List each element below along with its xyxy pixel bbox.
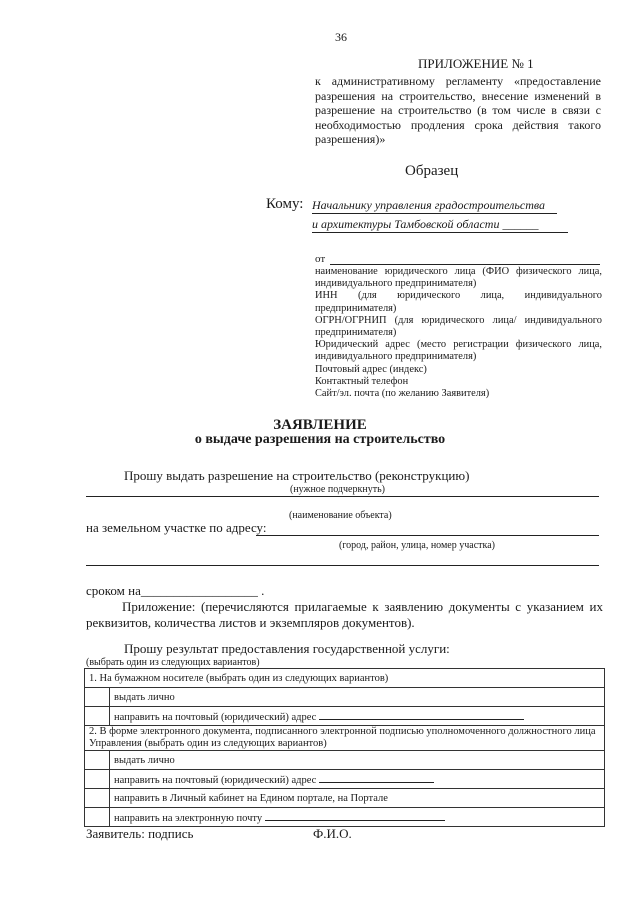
attachment-text: Приложение: (перечисляются прилагаемые к заявлению документы с указанием их реквизитов, количества листов и экземпляров документов). [86, 599, 603, 630]
field-postal-address: Почтовый адрес (индекс) [315, 363, 427, 375]
document-title: ЗАЯВЛЕНИЕ [273, 417, 367, 433]
table-row [85, 770, 605, 789]
fill-line [319, 773, 434, 783]
fio-label: Ф.И.О. [313, 826, 352, 841]
option-label: выдать лично [110, 688, 605, 707]
underline-hint: (нужное подчеркнуть) [290, 484, 385, 495]
page-number: 36 [335, 30, 347, 44]
address-line [256, 535, 599, 536]
table-row [85, 669, 605, 688]
request-text: Прошу выдать разрешение на строительство (реконструкцию) [124, 468, 470, 483]
option-label: выдать лично [110, 751, 605, 770]
object-name-line [86, 496, 599, 497]
sample-label: Образец [405, 163, 459, 179]
group2-title: 2. В форме электронного документа, подписанного электронной подписью уполномоченного должностного лица Управления (выбрать один из следующих вариантов) [85, 726, 605, 751]
option-label-with-fill [110, 707, 605, 726]
table-row [85, 751, 605, 770]
option-label: направить на почтовый (юридический) адрес [114, 711, 317, 723]
option-label: направить на электронную почту [114, 812, 263, 824]
option-checkbox-cell[interactable] [85, 707, 110, 726]
option-checkbox-cell[interactable] [85, 789, 110, 808]
option-label-with-fill [110, 770, 605, 789]
term-label: сроком на__________________ . [86, 583, 265, 598]
result-text: Прошу результат предоставления государственной услуги: [124, 641, 450, 656]
field-name: наименование юридического лица (ФИО физического лица, индивидуального предпринимателя) [315, 266, 602, 290]
applicant-field-list [315, 266, 602, 400]
field-phone: Контактный телефон [315, 375, 409, 387]
appendix-body: к административному регламенту «предоставление разрешения на строительство, внесение изменений в разрешение на строительство (в том числе в связи с необходимостью продления срока действия такого разрешения)» [315, 74, 601, 147]
from-underline [330, 264, 600, 265]
option-checkbox-cell[interactable] [85, 770, 110, 789]
address-extra-line [86, 565, 599, 566]
signature-label: Заявитель: подпись [86, 826, 194, 841]
option-label: направить на почтовый (юридический) адрес [114, 774, 317, 786]
address-hint: (город, район, улица, номер участка) [339, 540, 495, 551]
field-ogrn: ОГРН/ОГРНИП (для юридического лица/ индивидуального предпринимателя) [315, 314, 602, 339]
option-checkbox-cell[interactable] [85, 808, 110, 827]
option-checkbox-cell[interactable] [85, 688, 110, 707]
appendix-title: ПРИЛОЖЕНИЕ № 1 [418, 56, 534, 71]
table-row [85, 808, 605, 827]
field-inn: ИНН (для юридического лица, индивидуального предпринимателя) [315, 290, 602, 314]
from-label: от [315, 253, 326, 265]
document-subtitle: о выдаче разрешения на строительство [194, 432, 446, 447]
table-row [85, 707, 605, 726]
table-row [85, 688, 605, 707]
option-label-with-fill [110, 808, 605, 827]
field-legal-address: Юридический адрес (место регистрации физического лица, индивидуального предпринимателя) [315, 339, 602, 363]
recipient-line-1: Начальнику управления градостроительства [312, 198, 557, 214]
option-label: направить в Личный кабинет на Едином портале, на Портале [110, 789, 605, 808]
fill-line [319, 710, 524, 720]
table-row [85, 726, 605, 751]
option-checkbox-cell[interactable] [85, 751, 110, 770]
object-name-hint: (наименование объекта) [289, 510, 392, 521]
result-hint: (выбрать один из следующих вариантов) [86, 657, 260, 668]
table-row [85, 789, 605, 808]
fill-line [265, 811, 445, 821]
recipient-line-2: и архитектуры Тамбовской области ______ [312, 217, 568, 233]
to-label: Кому: [266, 196, 304, 212]
address-label: на земельном участке по адресу: [86, 520, 267, 535]
field-website-email: Сайт/эл. почта (по желанию Заявителя) [315, 388, 490, 400]
group1-title: 1. На бумажном носителе (выбрать один из следующих вариантов) [85, 669, 605, 688]
delivery-options-table [84, 668, 605, 827]
